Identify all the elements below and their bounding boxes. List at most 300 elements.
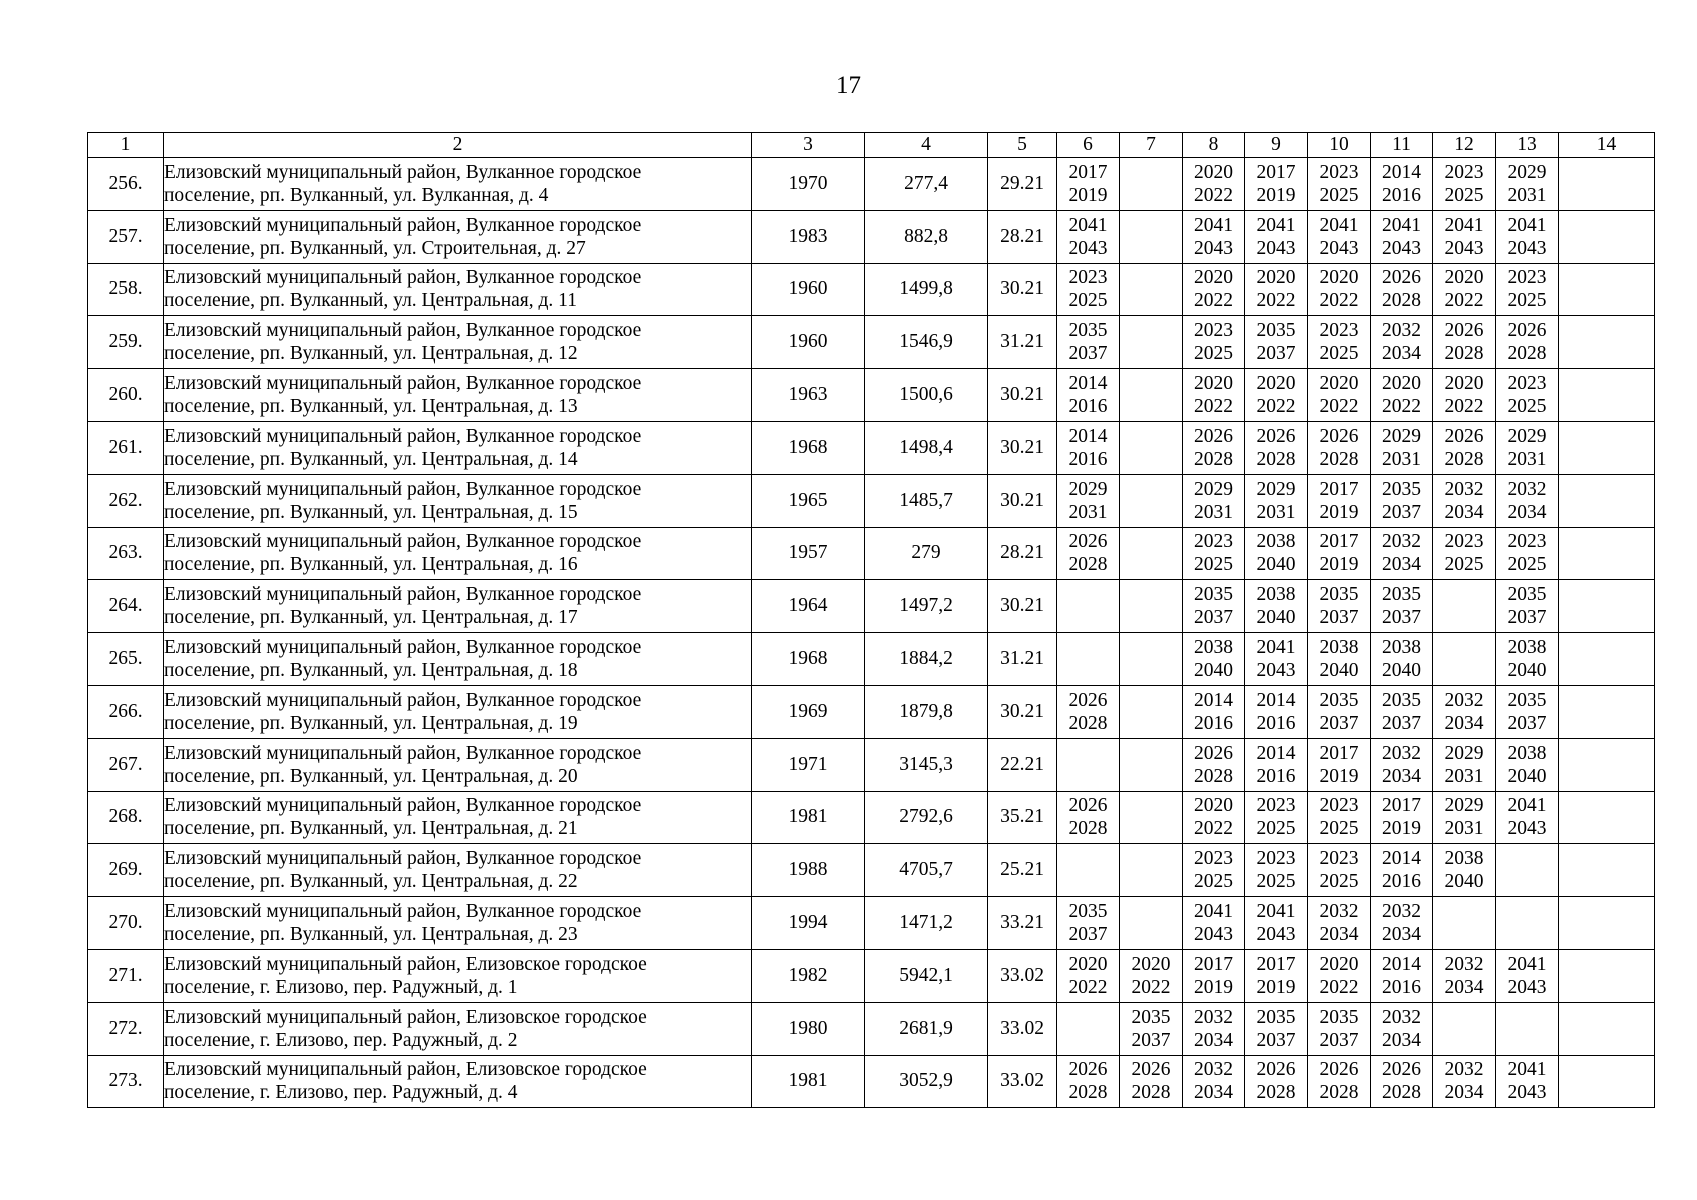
repair-period-cell [1371, 897, 1433, 950]
code-cell: 33.02 [988, 1055, 1057, 1108]
address-line-2: поселение, рп. Вулканный, ул. Центральная, д. 15 [164, 501, 578, 523]
repair-period-cell [1308, 158, 1371, 211]
area-cell: 1546,9 [865, 316, 988, 369]
period-end-year: 2043 [1194, 924, 1233, 946]
address-line-2: поселение, рп. Вулканный, ул. Центральная, д. 12 [164, 343, 578, 365]
area-cell: 1497,2 [865, 580, 988, 633]
repair-period-cell [1183, 844, 1245, 897]
repair-period-cell [1433, 949, 1496, 1002]
repair-period-cell [1120, 263, 1183, 316]
repair-period-cell [1433, 1055, 1496, 1108]
period-start-year: 2041 [1256, 901, 1296, 923]
code-cell: 31.21 [988, 316, 1057, 369]
repair-period-cell [1183, 791, 1245, 844]
period-start-year: 2017 [1319, 478, 1359, 500]
period-end-year: 2040 [1319, 660, 1359, 682]
period-start-year: 2032 [1382, 320, 1421, 342]
repair-period-cell [1308, 580, 1371, 633]
repair-period-cell [1057, 527, 1120, 580]
area-cell: 882,8 [865, 210, 988, 263]
period-start-year: 2035 [1382, 584, 1421, 606]
area-cell: 1485,7 [865, 474, 988, 527]
period-start-year: 2026 [1131, 1059, 1171, 1081]
period-start-year: 2041 [1382, 214, 1421, 236]
period-start-year: 2023 [1194, 320, 1233, 342]
period-end-year: 2028 [1131, 1082, 1171, 1104]
repair-period-cell [1433, 527, 1496, 580]
column-header: 10 [1308, 133, 1371, 158]
repair-period-cell [1308, 897, 1371, 950]
repair-period-cell [1308, 844, 1371, 897]
period-end-year: 2019 [1194, 976, 1233, 998]
repair-period-cell [1245, 949, 1308, 1002]
period-start-year: 2029 [1194, 478, 1233, 500]
table-row [88, 527, 1655, 580]
period-start-year: 2014 [1068, 373, 1108, 395]
repair-period-cell [1308, 1055, 1371, 1108]
period-end-year: 2043 [1319, 237, 1359, 259]
period-start-year: 2032 [1382, 742, 1421, 764]
period-end-year: 2025 [1319, 343, 1359, 365]
repair-period-cell [1120, 791, 1183, 844]
repair-period-cell [1057, 421, 1120, 474]
period-end-year: 2019 [1256, 184, 1296, 206]
period-end-year: 2043 [1507, 1082, 1547, 1104]
column-number-row [88, 133, 1655, 158]
address-line-1: Елизовский муниципальный район, Елизовское городское [164, 1059, 647, 1081]
period-start-year: 2038 [1319, 637, 1359, 659]
address-line-1: Елизовский муниципальный район, Вулканное городское [164, 795, 642, 817]
period-start-year: 2020 [1444, 373, 1484, 395]
repair-period-cell [1120, 580, 1183, 633]
period-start-year: 2014 [1382, 953, 1421, 975]
address-line-2: поселение, рп. Вулканный, ул. Центральная, д. 13 [164, 396, 578, 418]
period-start-year: 2026 [1068, 531, 1108, 553]
row-number: 259. [88, 316, 164, 369]
period-start-year: 2038 [1507, 637, 1547, 659]
period-end-year: 2043 [1507, 818, 1547, 840]
period-start-year: 2026 [1068, 795, 1108, 817]
row-number: 268. [88, 791, 164, 844]
period-start-year: 2035 [1068, 901, 1108, 923]
period-end-year: 2025 [1319, 184, 1359, 206]
period-start-year: 2035 [1382, 478, 1421, 500]
repair-period-cell [1371, 210, 1433, 263]
period-end-year: 2040 [1256, 607, 1296, 629]
repair-period-cell [1496, 949, 1559, 1002]
address-cell [164, 685, 752, 738]
address-line-2: поселение, г. Елизово, пер. Радужный, д. 1 [164, 976, 518, 998]
column-header: 3 [752, 133, 865, 158]
period-end-year: 2043 [1256, 237, 1296, 259]
column-header: 11 [1371, 133, 1433, 158]
address-line-1: Елизовский муниципальный район, Вулканное городское [164, 267, 642, 289]
repair-period-cell [1245, 527, 1308, 580]
address-line-1: Елизовский муниципальный район, Вулканное городское [164, 214, 642, 236]
row-number: 261. [88, 421, 164, 474]
area-cell: 1879,8 [865, 685, 988, 738]
repair-period-cell [1183, 1055, 1245, 1108]
table-row [88, 580, 1655, 633]
period-end-year: 2025 [1444, 184, 1484, 206]
period-start-year: 2020 [1256, 373, 1296, 395]
period-start-year: 2035 [1256, 320, 1296, 342]
address-line-2: поселение, рп. Вулканный, ул. Вулканная, д. 4 [164, 184, 549, 206]
period-end-year: 2028 [1319, 448, 1359, 470]
period-end-year: 2034 [1194, 1029, 1233, 1051]
period-start-year: 2017 [1319, 531, 1359, 553]
period-end-year: 2043 [1256, 660, 1296, 682]
row-number: 257. [88, 210, 164, 263]
table-row [88, 158, 1655, 211]
period-start-year: 2014 [1256, 689, 1296, 711]
period-start-year: 2029 [1256, 478, 1296, 500]
area-cell: 4705,7 [865, 844, 988, 897]
period-end-year: 2016 [1382, 976, 1421, 998]
address-line-2: поселение, рп. Вулканный, ул. Центральная, д. 21 [164, 818, 578, 840]
address-cell [164, 369, 752, 422]
period-start-year: 2026 [1319, 1059, 1359, 1081]
repair-period-cell [1371, 369, 1433, 422]
period-start-year: 2041 [1507, 214, 1547, 236]
repair-period-cell [1559, 791, 1655, 844]
repair-period-cell [1183, 949, 1245, 1002]
address-line-1: Елизовский муниципальный район, Вулканное городское [164, 637, 642, 659]
period-end-year: 2037 [1131, 1029, 1171, 1051]
period-end-year: 2025 [1444, 554, 1484, 576]
code-cell: 33.02 [988, 949, 1057, 1002]
build-year-cell: 1994 [752, 897, 865, 950]
address-cell [164, 738, 752, 791]
table-row [88, 791, 1655, 844]
period-start-year: 2035 [1131, 1006, 1171, 1028]
address-line-1: Елизовский муниципальный район, Вулканное городское [164, 689, 642, 711]
repair-period-cell [1371, 949, 1433, 1002]
period-end-year: 2025 [1256, 818, 1296, 840]
address-line-1: Елизовский муниципальный район, Вулканное городское [164, 425, 642, 447]
period-start-year: 2023 [1507, 373, 1547, 395]
address-line-2: поселение, рп. Вулканный, ул. Строительная, д. 27 [164, 237, 586, 259]
repair-period-cell [1057, 316, 1120, 369]
period-end-year: 2016 [1382, 184, 1421, 206]
code-cell: 30.21 [988, 369, 1057, 422]
period-start-year: 2020 [1194, 161, 1233, 183]
address-cell [164, 844, 752, 897]
repair-period-cell [1308, 263, 1371, 316]
period-end-year: 2028 [1256, 1082, 1296, 1104]
period-end-year: 2040 [1256, 554, 1296, 576]
address-line-2: поселение, рп. Вулканный, ул. Центральная, д. 23 [164, 924, 578, 946]
period-start-year: 2026 [1382, 1059, 1421, 1081]
period-start-year: 2026 [1444, 320, 1484, 342]
column-header: 9 [1245, 133, 1308, 158]
period-end-year: 2031 [1444, 765, 1484, 787]
period-start-year: 2020 [1194, 795, 1233, 817]
period-end-year: 2022 [1194, 396, 1233, 418]
period-start-year: 2017 [1382, 795, 1421, 817]
build-year-cell: 1968 [752, 633, 865, 686]
repair-period-cell [1245, 791, 1308, 844]
area-cell: 1499,8 [865, 263, 988, 316]
period-start-year: 2029 [1444, 795, 1484, 817]
repair-period-cell [1308, 633, 1371, 686]
period-end-year: 2028 [1194, 765, 1233, 787]
period-end-year: 2019 [1319, 765, 1359, 787]
period-end-year: 2034 [1444, 501, 1484, 523]
period-end-year: 2034 [1507, 501, 1547, 523]
period-start-year: 2026 [1194, 742, 1233, 764]
build-year-cell: 1968 [752, 421, 865, 474]
period-start-year: 2023 [1507, 267, 1547, 289]
period-end-year: 2028 [1068, 818, 1108, 840]
period-end-year: 2028 [1444, 343, 1484, 365]
repair-period-cell [1433, 158, 1496, 211]
period-end-year: 2019 [1319, 501, 1359, 523]
repair-period-cell [1245, 1002, 1308, 1055]
table-row [88, 1055, 1655, 1108]
row-number: 262. [88, 474, 164, 527]
row-number: 267. [88, 738, 164, 791]
period-start-year: 2026 [1382, 267, 1421, 289]
repair-period-cell [1057, 844, 1120, 897]
code-cell: 22.21 [988, 738, 1057, 791]
repair-period-cell [1559, 949, 1655, 1002]
column-header: 2 [164, 133, 752, 158]
period-start-year: 2029 [1444, 742, 1484, 764]
period-start-year: 2041 [1068, 214, 1108, 236]
code-cell: 33.02 [988, 1002, 1057, 1055]
period-start-year: 2032 [1194, 1059, 1233, 1081]
period-start-year: 2041 [1256, 637, 1296, 659]
period-end-year: 2022 [1194, 290, 1233, 312]
period-start-year: 2032 [1507, 478, 1547, 500]
period-start-year: 2014 [1194, 689, 1233, 711]
repair-period-cell [1057, 791, 1120, 844]
repair-period-cell [1371, 844, 1433, 897]
repair-period-cell [1057, 897, 1120, 950]
period-end-year: 2037 [1507, 712, 1547, 734]
period-start-year: 2023 [1319, 161, 1359, 183]
repair-period-cell [1433, 580, 1496, 633]
table-row [88, 844, 1655, 897]
period-start-year: 2038 [1507, 742, 1547, 764]
period-end-year: 2022 [1131, 976, 1171, 998]
period-start-year: 2020 [1319, 953, 1359, 975]
repair-period-cell [1433, 210, 1496, 263]
address-cell [164, 474, 752, 527]
build-year-cell: 1981 [752, 1055, 865, 1108]
period-end-year: 2037 [1256, 1029, 1296, 1051]
period-end-year: 2016 [1194, 712, 1233, 734]
repair-period-cell [1183, 580, 1245, 633]
row-number: 264. [88, 580, 164, 633]
period-end-year: 2034 [1382, 343, 1421, 365]
period-end-year: 2037 [1194, 607, 1233, 629]
repair-period-cell [1120, 474, 1183, 527]
address-line-1: Елизовский муниципальный район, Вулканное городское [164, 320, 642, 342]
repair-period-cell [1057, 949, 1120, 1002]
period-start-year: 2017 [1194, 953, 1233, 975]
repair-period-cell [1308, 1002, 1371, 1055]
repair-period-cell [1559, 633, 1655, 686]
period-start-year: 2020 [1131, 953, 1171, 975]
repair-period-cell [1308, 738, 1371, 791]
period-end-year: 2031 [1444, 818, 1484, 840]
repair-period-cell [1120, 897, 1183, 950]
repair-period-cell [1496, 263, 1559, 316]
repair-period-cell [1559, 474, 1655, 527]
address-line-2: поселение, рп. Вулканный, ул. Центральная, д. 11 [164, 290, 577, 312]
address-cell [164, 316, 752, 369]
code-cell: 30.21 [988, 580, 1057, 633]
repair-period-cell [1183, 158, 1245, 211]
repair-period-cell [1496, 1002, 1559, 1055]
build-year-cell: 1971 [752, 738, 865, 791]
period-start-year: 2017 [1319, 742, 1359, 764]
repair-period-cell [1433, 738, 1496, 791]
area-cell: 3145,3 [865, 738, 988, 791]
table-row [88, 1002, 1655, 1055]
period-end-year: 2031 [1194, 501, 1233, 523]
period-end-year: 2040 [1194, 660, 1233, 682]
repair-period-cell [1496, 633, 1559, 686]
code-cell: 33.21 [988, 897, 1057, 950]
period-end-year: 2034 [1382, 765, 1421, 787]
period-start-year: 2020 [1444, 267, 1484, 289]
address-line-1: Елизовский муниципальный район, Вулканное городское [164, 478, 642, 500]
row-number: 263. [88, 527, 164, 580]
repair-period-cell [1183, 633, 1245, 686]
repair-period-cell [1120, 369, 1183, 422]
repair-period-cell [1559, 263, 1655, 316]
repair-period-cell [1245, 1055, 1308, 1108]
period-end-year: 2022 [1319, 976, 1359, 998]
address-cell [164, 1002, 752, 1055]
period-end-year: 2037 [1382, 501, 1421, 523]
address-line-2: поселение, рп. Вулканный, ул. Центральная, д. 17 [164, 607, 578, 629]
repair-period-cell [1371, 316, 1433, 369]
build-year-cell: 1981 [752, 791, 865, 844]
period-end-year: 2028 [1068, 554, 1108, 576]
area-cell: 279 [865, 527, 988, 580]
address-cell [164, 158, 752, 211]
period-start-year: 2041 [1194, 901, 1233, 923]
repair-period-cell [1245, 369, 1308, 422]
repair-period-cell [1371, 158, 1433, 211]
repair-period-cell [1433, 633, 1496, 686]
period-end-year: 2022 [1319, 396, 1359, 418]
repair-period-cell [1120, 158, 1183, 211]
period-end-year: 2028 [1319, 1082, 1359, 1104]
repair-period-cell [1245, 158, 1308, 211]
build-year-cell: 1960 [752, 263, 865, 316]
period-start-year: 2023 [1319, 320, 1359, 342]
address-cell [164, 527, 752, 580]
period-end-year: 2040 [1507, 660, 1547, 682]
table-row [88, 316, 1655, 369]
repair-period-cell [1308, 474, 1371, 527]
period-start-year: 2026 [1068, 1059, 1108, 1081]
period-end-year: 2019 [1068, 184, 1108, 206]
period-end-year: 2034 [1444, 976, 1484, 998]
repair-period-cell [1308, 949, 1371, 1002]
repair-period-cell [1057, 580, 1120, 633]
period-end-year: 2025 [1507, 290, 1547, 312]
period-start-year: 2014 [1068, 425, 1108, 447]
row-number: 270. [88, 897, 164, 950]
period-end-year: 2034 [1319, 924, 1359, 946]
repair-period-cell [1371, 1002, 1433, 1055]
page-number: 17 [836, 72, 861, 99]
repair-period-cell [1371, 791, 1433, 844]
period-end-year: 2022 [1319, 290, 1359, 312]
period-start-year: 2035 [1382, 689, 1421, 711]
table-row [88, 369, 1655, 422]
address-line-1: Елизовский муниципальный район, Вулканное городское [164, 531, 642, 553]
period-start-year: 2020 [1194, 373, 1233, 395]
repair-period-cell [1496, 791, 1559, 844]
code-cell: 28.21 [988, 527, 1057, 580]
period-end-year: 2025 [1194, 554, 1233, 576]
repair-period-cell [1371, 527, 1433, 580]
repair-period-cell [1559, 527, 1655, 580]
repair-period-cell [1433, 1002, 1496, 1055]
period-end-year: 2025 [1194, 343, 1233, 365]
repair-period-cell [1245, 316, 1308, 369]
period-end-year: 2034 [1382, 1029, 1421, 1051]
period-end-year: 2022 [1256, 290, 1296, 312]
repair-period-cell [1245, 210, 1308, 263]
repair-period-cell [1371, 633, 1433, 686]
column-header: 1 [88, 133, 164, 158]
period-start-year: 2026 [1319, 425, 1359, 447]
period-end-year: 2040 [1507, 765, 1547, 787]
address-line-2: поселение, рп. Вулканный, ул. Центральная, д. 20 [164, 765, 578, 787]
repair-period-cell [1057, 369, 1120, 422]
column-header: 12 [1433, 133, 1496, 158]
repair-period-cell [1559, 738, 1655, 791]
repair-period-cell [1433, 897, 1496, 950]
table-row [88, 210, 1655, 263]
area-cell: 2681,9 [865, 1002, 988, 1055]
code-cell: 30.21 [988, 263, 1057, 316]
period-end-year: 2016 [1256, 765, 1296, 787]
period-start-year: 2026 [1507, 320, 1547, 342]
repair-period-cell [1183, 738, 1245, 791]
repair-period-cell [1496, 474, 1559, 527]
address-cell [164, 897, 752, 950]
repair-period-cell [1308, 791, 1371, 844]
period-end-year: 2034 [1194, 1082, 1233, 1104]
period-start-year: 2038 [1256, 584, 1296, 606]
repair-period-cell [1496, 369, 1559, 422]
period-start-year: 2026 [1444, 425, 1484, 447]
table-row [88, 263, 1655, 316]
period-start-year: 2029 [1507, 161, 1547, 183]
repair-period-cell [1559, 685, 1655, 738]
period-end-year: 2037 [1319, 712, 1359, 734]
period-start-year: 2020 [1068, 953, 1108, 975]
period-end-year: 2016 [1068, 448, 1108, 470]
build-year-cell: 1980 [752, 1002, 865, 1055]
period-start-year: 2023 [1507, 531, 1547, 553]
period-end-year: 2019 [1382, 818, 1421, 840]
period-start-year: 2026 [1068, 689, 1108, 711]
repair-period-cell [1433, 474, 1496, 527]
period-end-year: 2037 [1256, 343, 1296, 365]
period-end-year: 2022 [1444, 290, 1484, 312]
address-line-2: поселение, рп. Вулканный, ул. Центральная, д. 16 [164, 554, 578, 576]
